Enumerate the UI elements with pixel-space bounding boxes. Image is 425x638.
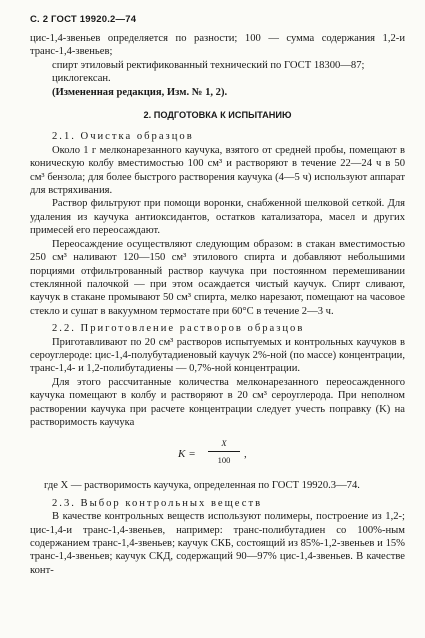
formula-numerator: X	[221, 438, 227, 449]
paragraph: Раствор фильтруют при помощи воронки, снабженной шелковой сеткой. Для удаления из каучука антиоксидантов, остатков катализатора, масел и других примесей его переосаждают.	[30, 198, 405, 237]
paragraph: Приготавливают по 20 см³ растворов испытуемых и контрольных каучуков в сероуглероде: цис-1,4-полубутадиеновый каучук 2%-ной (по массе) концентрации, транс-1,4- и 1,2-полибутадиены — 0,7%-ной концентрации.	[30, 336, 405, 375]
formula-comma: ,	[244, 448, 247, 461]
paragraph: Переосаждение осуществляют следующим образом: в стакан вместимостью 250 см³ наливают 120—150 см³ этилового спирта и добавляют небольшими порциями отфильтрованный раствор каучука при постоянном перемешивании стеклянной палочкой — при этом осаждается чистый каучук. Спирт сливают, каучук в стакане промывают 50 см³ спирта, мелко нарезают, помещают на часовое стекло и сушат в вакуумном термостате при 60°С в течение 2—3 ч.	[30, 238, 405, 317]
formula-equals: =	[189, 448, 196, 461]
revision-note: (Измененная редакция, Изм. № 1, 2).	[52, 86, 228, 98]
paragraph: В качестве контрольных веществ используют полимеры, построение из 1,2-; цис-1,4-и транс-1,4-звеньев, например: транс-полибутадиен со 100%-ным содержанием транс-1,4-звеньев; каучук СКБ, состоящий из 85%-1,2-звеньев и 15% транс-1,4-звеньев; каучук СКД, содержащий 90—97% цис-1,4-звеньев. В качестве конт-	[30, 511, 405, 576]
subsection-heading: 2.1. Очистка образцов	[52, 131, 194, 143]
paragraph: Для этого рассчитанные количества мелконарезанного переосажденного каучука помещают в колбу и растворяют в 20 см³ сероуглерода. При неполном растворении каучука при расчете концентрации следует учесть поправку (K) на растворимость каучука	[30, 376, 405, 428]
document-body	[30, 32, 405, 577]
text-line: цис-1,4-звеньев определяется по разности; 100 — сумма содержания 1,2-и транс-1,4-звеньев;	[30, 33, 405, 58]
page-header: С. 2 ГОСТ 19920.2—74	[30, 14, 137, 25]
subsection-heading: 2.3. Выбор контрольных веществ	[52, 497, 263, 509]
formula-denominator: 100	[217, 455, 231, 466]
reagent-cyclohexane: циклогексан.	[52, 73, 111, 85]
paragraph: Около 1 г мелконарезанного каучука, взятого от средней пробы, помещают в коническую колбу вместимостью 100 см³ и растворяют в течение 22—24 ч в 50 см³ бензола; для более быстрого растворения каучука (4—5 ч) используют аппарат для встряхивания.	[30, 144, 405, 197]
reagent-spirit: спирт этиловый ректификованный технический по ГОСТ 18300—87;	[52, 59, 365, 71]
formula	[30, 433, 405, 475]
subsection-heading: 2.2. Приготовление растворов образцов	[52, 323, 305, 335]
section-title: 2. ПОДГОТОВКА К ИСПЫТАНИЮ	[143, 110, 292, 121]
formula-lhs: K	[178, 448, 186, 461]
formula-explanation: где X — растворимость каучука, определенная по ГОСТ 19920.3—74.	[44, 480, 360, 492]
fraction-bar	[208, 451, 240, 452]
